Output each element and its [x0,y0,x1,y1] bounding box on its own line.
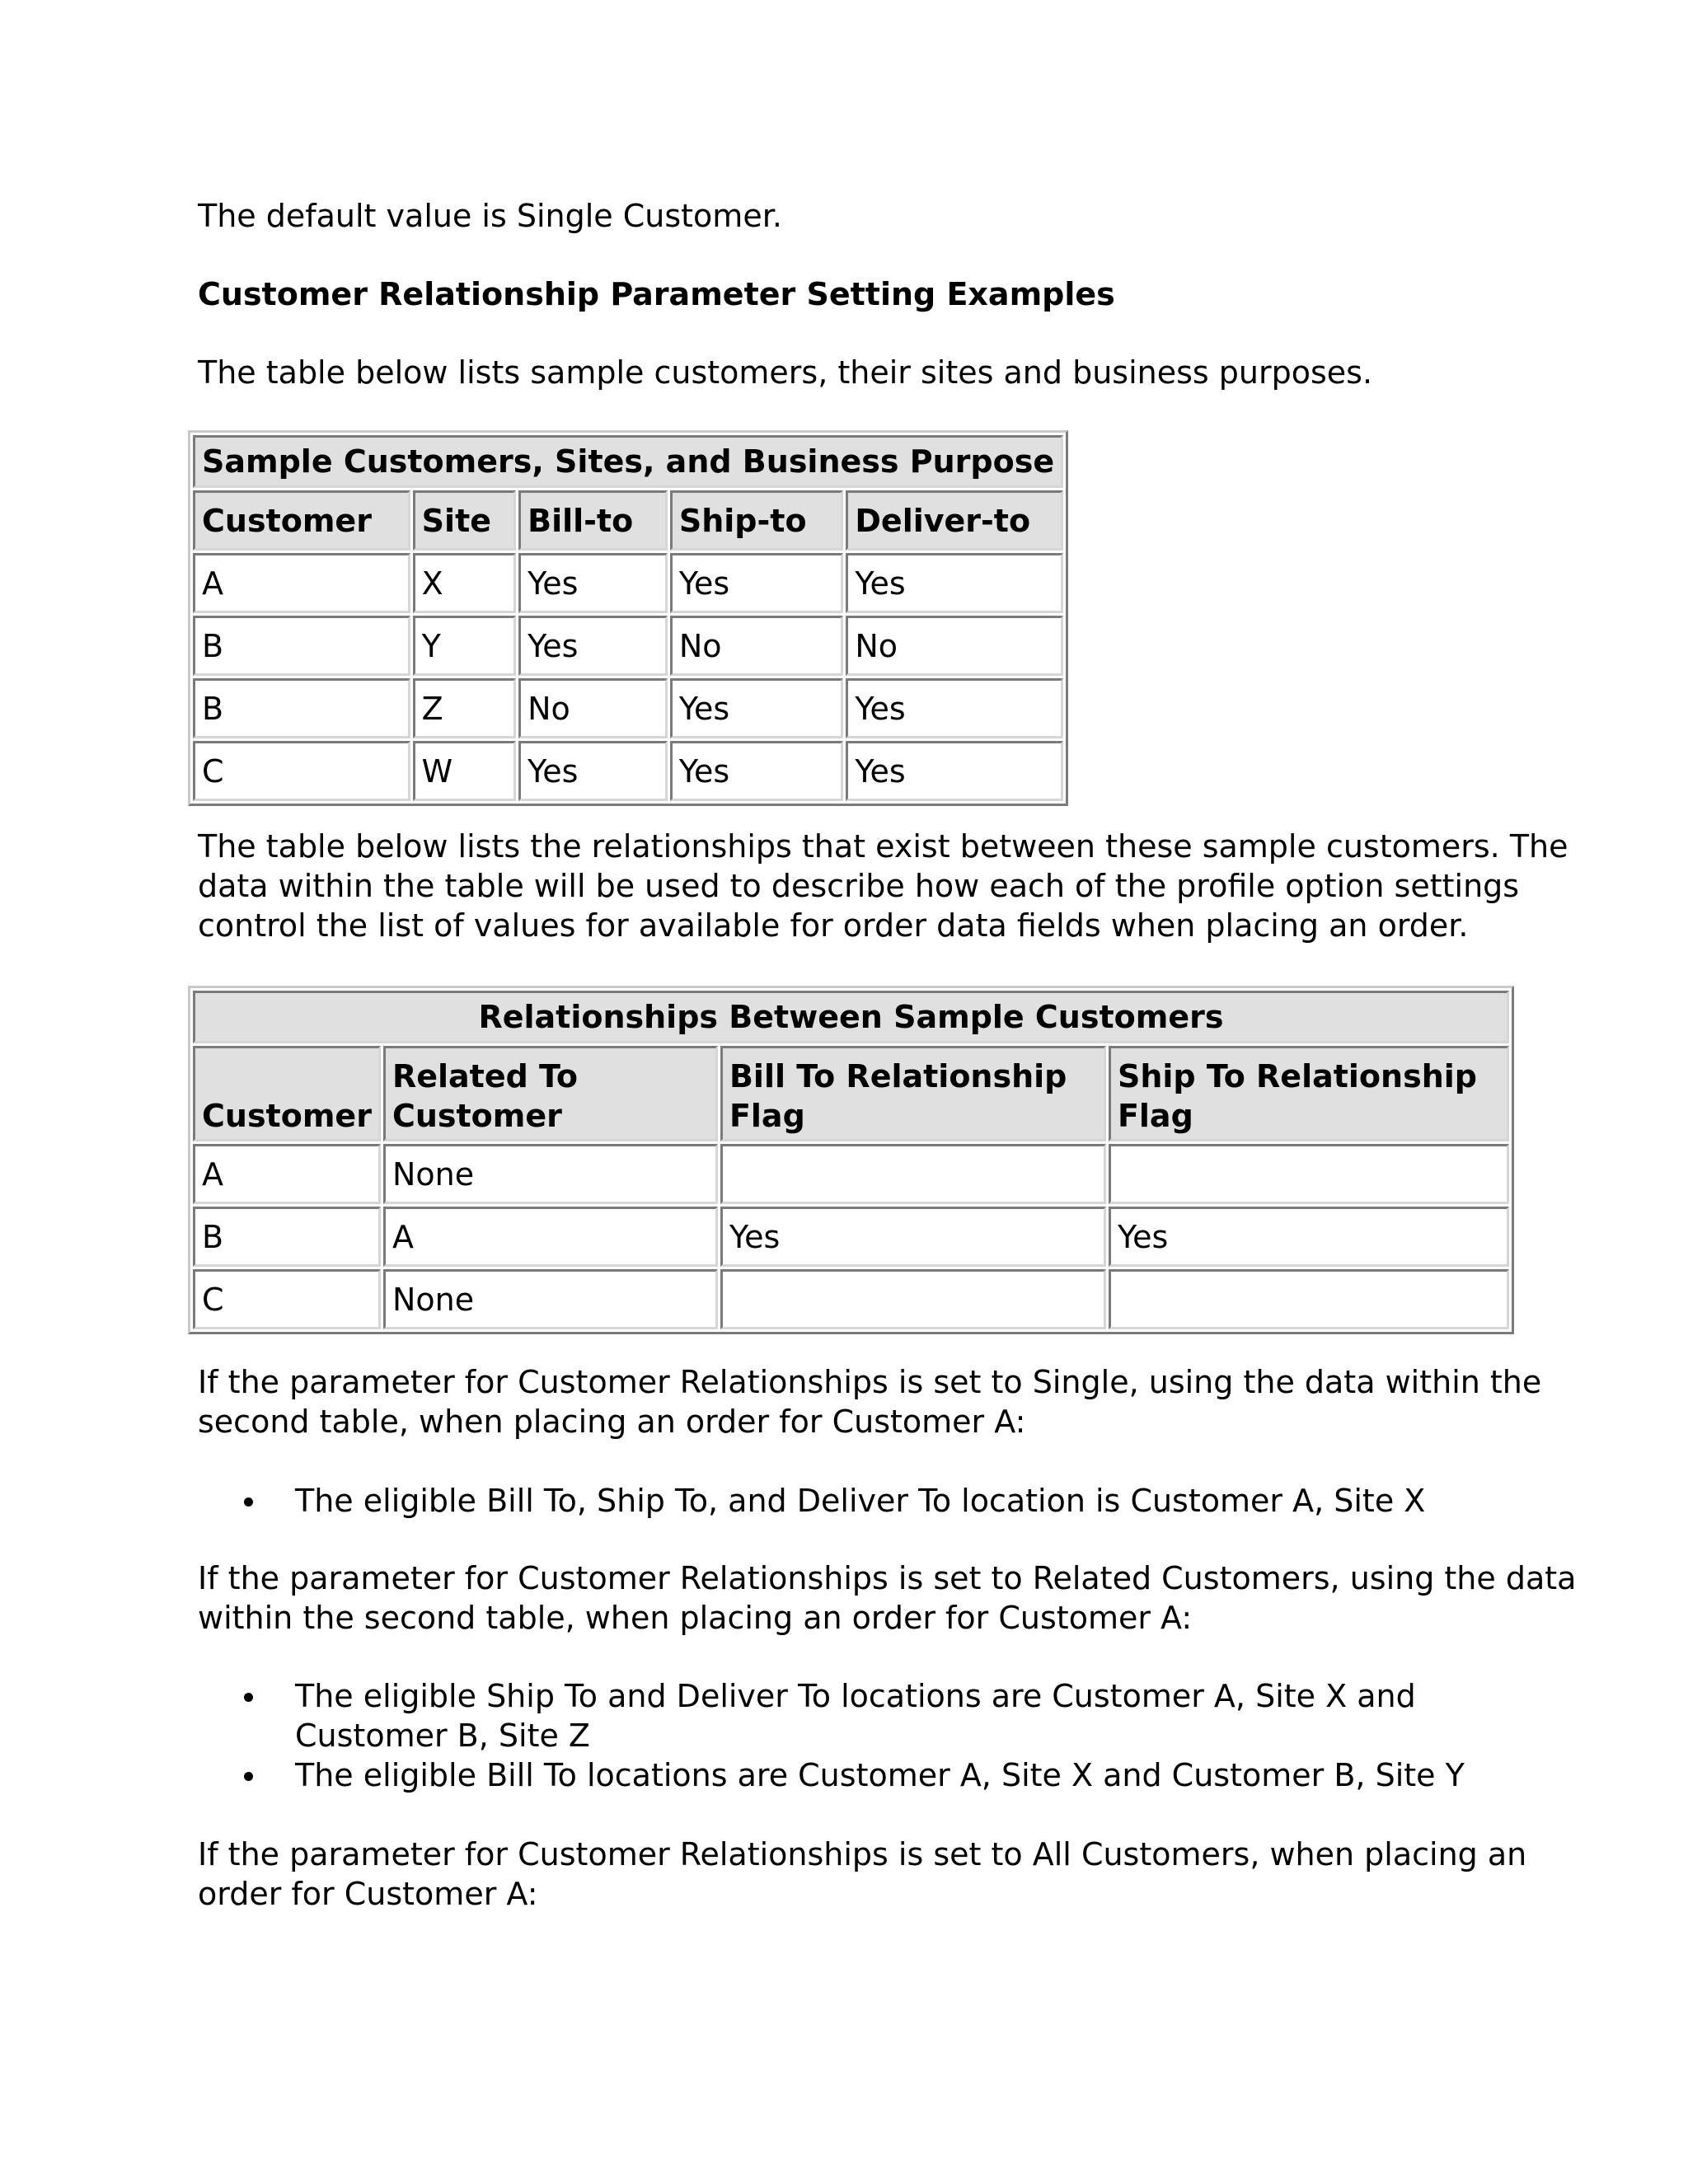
bullet-icon [244,1693,253,1702]
section-heading: Customer Relationship Parameter Setting Examples [198,276,1115,312]
table-cell: B [193,616,410,676]
table-cell: C [193,1269,381,1329]
table-cell: A [193,553,410,613]
para-related-line2: within the second table, when placing an order for Customer A: [198,1600,1193,1636]
table-row [193,616,1063,676]
table-row [193,1269,1509,1329]
table-cell: W [413,741,516,801]
column-header: Site [413,490,516,551]
table1-intro: The table below lists sample customers, their sites and business purposes. [198,354,1373,391]
table-cell [1109,1269,1509,1329]
table-cell: None [383,1269,718,1329]
table-cell: Z [413,678,516,738]
table-caption: Relationships Between Sample Customers [193,991,1509,1043]
column-header: Ship To Relationship Flag [1109,1046,1509,1141]
table-cell: No [846,616,1063,676]
table-cell: Yes [1109,1207,1509,1267]
column-header: Deliver-to [846,490,1063,551]
table-cell: Yes [846,678,1063,738]
table-cell: Yes [518,741,668,801]
column-header: Bill-to [518,490,668,551]
bullet-icon [244,1497,253,1507]
table-header-row [193,490,1063,551]
table-row [193,1207,1509,1267]
table-row [193,678,1063,738]
table-cell: Yes [518,616,668,676]
list-item: The eligible Bill To, Ship To, and Deliver To location is Customer A, Site X [198,1481,1425,1521]
table-cell: Yes [670,741,844,801]
table-cell: No [670,616,844,676]
table-cell: Yes [846,741,1063,801]
table-row [193,553,1063,613]
column-header: Related To Customer [383,1046,718,1141]
para-all-line1: If the parameter for Customer Relationships is set to All Customers, when placing an [198,1836,1527,1872]
para-related-line1: If the parameter for Customer Relationships is set to Related Customers, using the data [198,1560,1577,1596]
sample-customers-table [188,430,1068,806]
table-header-row [193,1046,1509,1141]
table-cell: A [383,1207,718,1267]
list-item: The eligible Ship To and Deliver To locations are Customer A, Site X and Customer B, Site Z [198,1676,1465,1755]
table-cell: B [193,1207,381,1267]
para-single-line2: second table, when placing an order for Customer A: [198,1404,1026,1440]
table-cell: X [413,553,516,613]
table-cell: A [193,1144,381,1204]
column-header: Ship-to [670,490,844,551]
table2-intro-line3: control the list of values for available for order data fields when placing an order. [198,907,1469,944]
bullet-list-single [198,1481,1425,1521]
table2-intro-line1: The table below lists the relationships that exist between these sample customers. The [198,828,1568,865]
table-cell: Y [413,616,516,676]
table-cell: B [193,678,410,738]
column-header: Bill To Relationship Flag [720,1046,1106,1141]
table-caption: Sample Customers, Sites, and Business Purpose [193,435,1063,488]
table-cell: Yes [720,1207,1106,1267]
table-cell: Yes [670,678,844,738]
column-header: Customer [193,1046,381,1141]
table-cell: No [518,678,668,738]
table-cell [1109,1144,1509,1204]
table-cell: Yes [670,553,844,613]
table-cell [720,1269,1106,1329]
bullet-list-related [198,1676,1465,1795]
table2-intro-line2: data within the table will be used to describe how each of the profile option settings [198,868,1520,904]
list-item: The eligible Bill To locations are Customer A, Site X and Customer B, Site Y [198,1755,1465,1795]
para-all-line2: order for Customer A: [198,1876,538,1912]
table-row [193,1144,1509,1204]
table-cell [720,1144,1106,1204]
bullet-icon [244,1772,253,1781]
table-cell: C [193,741,410,801]
table-cell: Yes [518,553,668,613]
table-cell: None [383,1144,718,1204]
table-cell: Yes [846,553,1063,613]
para-single-line1: If the parameter for Customer Relationships is set to Single, using the data within the [198,1364,1542,1400]
intro-text: The default value is Single Customer. [198,198,782,234]
table-row [193,741,1063,801]
customer-relationships-table [188,986,1514,1334]
column-header: Customer [193,490,410,551]
